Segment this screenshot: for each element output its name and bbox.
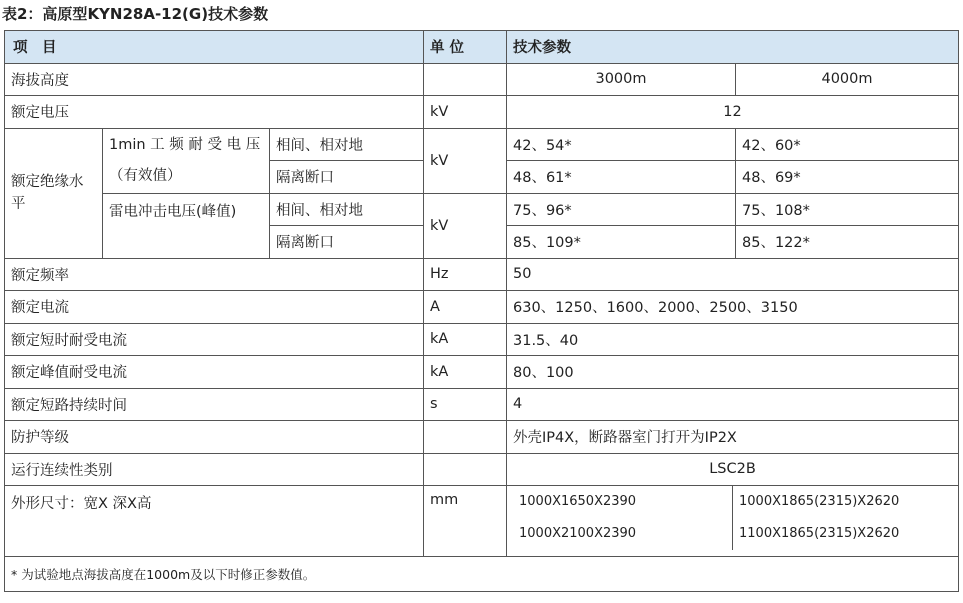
li-iso-2: 85、122* (736, 226, 959, 259)
pf-phase-label: 相间、相对地 (270, 128, 424, 161)
row-short-time-current: 额定短时耐受电流 kA 31.5、40 (5, 323, 959, 356)
row-voltage (5, 96, 959, 129)
li-iso-1: 85、109* (507, 226, 736, 259)
dim-a2: 1000X2100X2390 (519, 526, 637, 541)
pf-phase-1: 42、54* (507, 128, 736, 161)
dim-a1: 1000X1650X2390 (519, 494, 637, 509)
row-altitude (5, 63, 959, 96)
pf-iso-2: 48、69* (736, 161, 959, 194)
dimensions-label: 外形尺寸：宽X 深X高 (5, 486, 424, 557)
dimensions-values (507, 486, 959, 557)
header-unit: 单 位 (424, 31, 507, 64)
dim-b1: 1000X1865(2315)X2620 (732, 486, 952, 518)
pf-unit: kV (424, 128, 507, 193)
row-note (5, 557, 959, 592)
row-continuity: 运行连续性类别 LSC2B (5, 453, 959, 486)
row-dimensions (5, 486, 959, 557)
row-short-circuit-duration: 额定短路持续时间 s 4 (5, 388, 959, 421)
altitude-value-1: 3000m (507, 63, 736, 96)
row-li-phase (5, 193, 959, 226)
voltage-unit: kV (424, 96, 507, 129)
altitude-value-2: 4000m (736, 63, 959, 96)
power-freq-sub: （有效值） (109, 167, 182, 184)
table-title: 表2：高原型KYN28A-12(G)技术参数 (2, 5, 269, 23)
power-freq-label (103, 128, 270, 193)
dim-b2: 1100X1865(2315)X2620 (732, 518, 952, 550)
footnote: * 为试验地点海拔高度在1000m及以下时修正参数值。 (5, 557, 959, 592)
lightning-label: 雷电冲击电压(峰值) (103, 193, 270, 258)
row-pf-phase (5, 128, 959, 161)
header-params: 技术参数 (507, 31, 959, 64)
dimensions-unit: mm (424, 486, 507, 557)
li-unit: kV (424, 193, 507, 258)
row-frequency: 额定频率 Hz 50 (5, 258, 959, 291)
insulation-label: 额定绝缘水平 (5, 128, 103, 258)
row-current: 额定电流 A 630、1250、1600、2000、2500、3150 (5, 291, 959, 324)
header-item: 项 目 (5, 31, 424, 64)
row-peak-current: 额定峰值耐受电流 kA 80、100 (5, 356, 959, 389)
power-freq-name: 1min 工 频 耐 受 电 压 (109, 137, 261, 154)
pf-iso-label: 隔离断口 (270, 161, 424, 194)
header-row (5, 31, 959, 64)
pf-iso-1: 48、61* (507, 161, 736, 194)
voltage-value: 12 (507, 96, 959, 129)
li-phase-2: 75、108* (736, 193, 959, 226)
spec-table (4, 30, 959, 592)
li-iso-label: 隔离断口 (270, 226, 424, 259)
li-phase-1: 75、96* (507, 193, 736, 226)
altitude-label: 海拔高度 (5, 63, 424, 96)
li-phase-label: 相间、相对地 (270, 193, 424, 226)
pf-phase-2: 42、60* (736, 128, 959, 161)
row-protection: 防护等级 外壳IP4X，断路器室门打开为IP2X (5, 421, 959, 454)
voltage-label: 额定电压 (5, 96, 424, 129)
